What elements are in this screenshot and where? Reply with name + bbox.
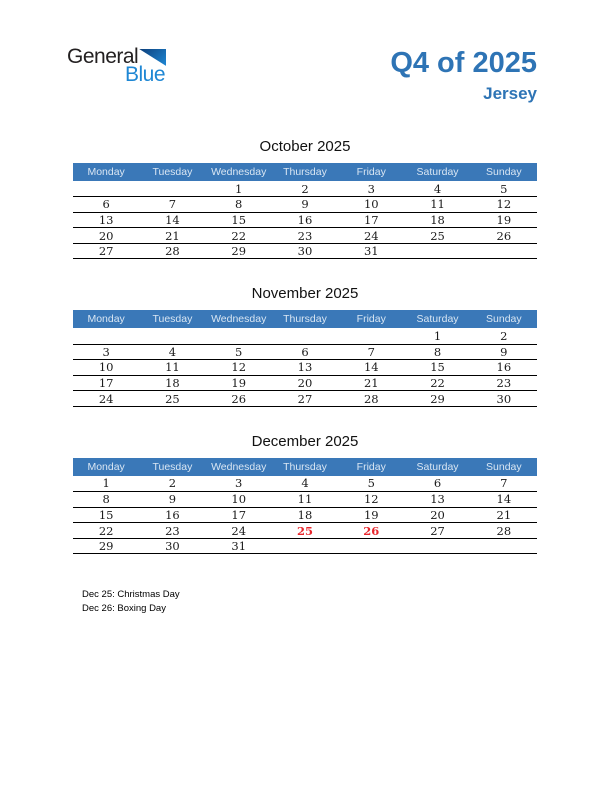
- empty-day-cell: [272, 328, 338, 344]
- weekday-header-row: [73, 163, 537, 181]
- holiday-notes: [82, 588, 612, 616]
- day-cell: 18: [165, 376, 180, 391]
- day-cell: 26: [231, 391, 247, 406]
- empty-day-cell: [471, 538, 537, 554]
- empty-day-cell: [206, 328, 272, 344]
- day-cell: 30: [496, 391, 512, 406]
- general-blue-logo: [67, 46, 171, 85]
- day-cell: 9: [168, 492, 177, 507]
- empty-day-cell: [139, 328, 205, 344]
- weekday-header: Thursday: [272, 310, 338, 328]
- weekday-header: Wednesday: [206, 163, 272, 181]
- logo-text-blue: Blue: [124, 63, 165, 86]
- month-title: December 2025: [251, 432, 359, 450]
- week-row: [73, 212, 537, 228]
- weekday-header: Sunday: [471, 458, 537, 476]
- weekday-header: Monday: [73, 458, 139, 476]
- day-cell: 27: [430, 523, 445, 538]
- day-cell: 20: [430, 507, 445, 522]
- day-cell: 23: [297, 228, 313, 243]
- weekday-header: Tuesday: [139, 458, 205, 476]
- day-cell: 31: [231, 539, 247, 554]
- day-cell: 25: [430, 228, 445, 243]
- weekday-header: Friday: [338, 310, 404, 328]
- day-cell: 28: [496, 523, 512, 538]
- month-december: [73, 433, 537, 554]
- empty-day-cell: [139, 181, 205, 197]
- day-cell: 11: [165, 360, 180, 375]
- day-cell: 3: [102, 344, 110, 359]
- empty-day-cell: [471, 243, 537, 259]
- month-november: [73, 285, 537, 406]
- month-october: [73, 138, 537, 259]
- day-cell: 1: [235, 181, 243, 196]
- week-row: [73, 228, 537, 244]
- day-cell: 1: [433, 329, 442, 344]
- day-cell: 17: [363, 212, 379, 227]
- day-cell: 29: [98, 539, 114, 554]
- day-cell: 29: [231, 244, 247, 259]
- week-row: [73, 391, 537, 407]
- day-cell: 19: [231, 376, 247, 391]
- page-title: Q4 of 2025: [390, 47, 537, 79]
- calendar-table: [73, 458, 537, 554]
- day-cell: 8: [235, 197, 243, 212]
- week-row: [73, 375, 537, 391]
- day-cell: 16: [496, 360, 512, 375]
- weekday-header: Friday: [338, 163, 404, 181]
- day-cell: 16: [165, 507, 180, 522]
- weekday-header: Sunday: [471, 163, 537, 181]
- day-cell: 19: [363, 507, 379, 522]
- day-cell: 17: [231, 507, 247, 522]
- day-cell: 15: [430, 360, 445, 375]
- weekday-header: Sunday: [471, 310, 537, 328]
- day-cell: 13: [98, 212, 114, 227]
- empty-day-cell: [404, 538, 470, 554]
- day-cell: 7: [500, 476, 508, 491]
- weekday-header: Friday: [338, 458, 404, 476]
- month-title: October 2025: [259, 138, 351, 155]
- weekday-header: Tuesday: [139, 163, 205, 181]
- day-cell: 25: [296, 523, 313, 538]
- day-cell: 12: [231, 360, 247, 375]
- day-cell: 3: [235, 476, 243, 491]
- day-cell: 2: [301, 181, 309, 196]
- day-cell: 23: [165, 523, 180, 538]
- day-cell: 17: [98, 376, 114, 391]
- day-cell: 14: [165, 212, 180, 227]
- holiday-note: Dec 25: Christmas Day: [82, 589, 180, 601]
- calendar-table: [73, 310, 537, 406]
- day-cell: 10: [363, 197, 379, 212]
- day-cell: 10: [231, 492, 247, 507]
- logo-text-general: General: [67, 45, 139, 68]
- day-cell: 6: [102, 197, 110, 212]
- day-cell: 8: [433, 344, 442, 359]
- page-subtitle: Jersey: [483, 84, 537, 103]
- day-cell: 4: [168, 344, 177, 359]
- weekday-header-row: [73, 310, 537, 328]
- week-row: [73, 507, 537, 523]
- empty-day-cell: [338, 538, 404, 554]
- day-cell: 9: [301, 197, 309, 212]
- empty-day-cell: [73, 181, 139, 197]
- week-row: [73, 476, 537, 492]
- day-cell: 30: [165, 539, 180, 554]
- weekday-header: Tuesday: [139, 310, 205, 328]
- day-cell: 20: [297, 376, 313, 391]
- weekday-header: Saturday: [404, 163, 470, 181]
- day-cell: 25: [165, 391, 180, 406]
- week-row: [73, 538, 537, 554]
- day-cell: 26: [496, 228, 512, 243]
- weekday-header: Saturday: [404, 310, 470, 328]
- day-cell: 7: [367, 344, 375, 359]
- weekday-header: Monday: [73, 163, 139, 181]
- calendar-table: [73, 163, 537, 259]
- weekday-header: Monday: [73, 310, 139, 328]
- empty-day-cell: [338, 328, 404, 344]
- day-cell: 26: [363, 523, 380, 538]
- day-cell: 14: [363, 360, 379, 375]
- weekday-header: Thursday: [272, 458, 338, 476]
- day-cell: 2: [500, 329, 508, 344]
- day-cell: 5: [500, 181, 508, 196]
- weekday-header: Saturday: [404, 458, 470, 476]
- day-cell: 30: [297, 244, 313, 259]
- week-row: [73, 523, 537, 539]
- week-row: [73, 492, 537, 508]
- week-row: [73, 328, 537, 344]
- day-cell: 3: [367, 181, 375, 196]
- day-cell: 20: [98, 228, 114, 243]
- day-cell: 6: [433, 476, 442, 491]
- day-cell: 28: [165, 244, 180, 259]
- day-cell: 12: [496, 197, 512, 212]
- day-cell: 10: [98, 360, 114, 375]
- day-cell: 5: [367, 476, 375, 491]
- day-cell: 21: [165, 228, 180, 243]
- day-cell: 29: [430, 391, 445, 406]
- day-cell: 16: [297, 212, 313, 227]
- day-cell: 24: [98, 391, 114, 406]
- day-cell: 4: [433, 181, 442, 196]
- day-cell: 5: [235, 344, 243, 359]
- empty-day-cell: [272, 538, 338, 554]
- weekday-header: Wednesday: [206, 458, 272, 476]
- day-cell: 15: [231, 212, 247, 227]
- day-cell: 9: [500, 344, 508, 359]
- day-cell: 15: [98, 507, 114, 522]
- day-cell: 22: [98, 523, 114, 538]
- weekday-header: Thursday: [272, 163, 338, 181]
- day-cell: 18: [430, 212, 445, 227]
- week-row: [73, 344, 537, 360]
- day-cell: 24: [363, 228, 379, 243]
- day-cell: 13: [430, 492, 445, 507]
- day-cell: 27: [297, 391, 313, 406]
- day-cell: 1: [102, 476, 110, 491]
- day-cell: 23: [496, 376, 512, 391]
- day-cell: 4: [301, 476, 309, 491]
- day-cell: 2: [168, 476, 177, 491]
- weekday-header: Wednesday: [206, 310, 272, 328]
- day-cell: 24: [231, 523, 247, 538]
- day-cell: 22: [231, 228, 247, 243]
- day-cell: 22: [430, 376, 445, 391]
- months-container: [73, 138, 537, 554]
- week-row: [73, 197, 537, 213]
- day-cell: 21: [363, 376, 379, 391]
- day-cell: 13: [297, 360, 313, 375]
- day-cell: 18: [297, 507, 313, 522]
- week-row: [73, 181, 537, 197]
- day-cell: 28: [363, 391, 379, 406]
- page-header: [0, 0, 612, 104]
- holiday-note: Dec 26: Boxing Day: [82, 603, 166, 615]
- day-cell: 11: [430, 197, 445, 212]
- week-row: [73, 360, 537, 376]
- day-cell: 6: [301, 344, 309, 359]
- week-row: [73, 243, 537, 259]
- weekday-header-row: [73, 458, 537, 476]
- day-cell: 31: [363, 244, 379, 259]
- day-cell: 14: [496, 492, 512, 507]
- day-cell: 8: [102, 492, 110, 507]
- day-cell: 21: [496, 507, 512, 522]
- month-title: November 2025: [251, 285, 359, 303]
- quarter-titles: [390, 46, 537, 104]
- day-cell: 11: [297, 492, 313, 507]
- empty-day-cell: [404, 243, 470, 259]
- empty-day-cell: [73, 328, 139, 344]
- day-cell: 7: [168, 197, 177, 212]
- day-cell: 19: [496, 212, 512, 227]
- day-cell: 27: [98, 244, 114, 259]
- day-cell: 12: [363, 492, 379, 507]
